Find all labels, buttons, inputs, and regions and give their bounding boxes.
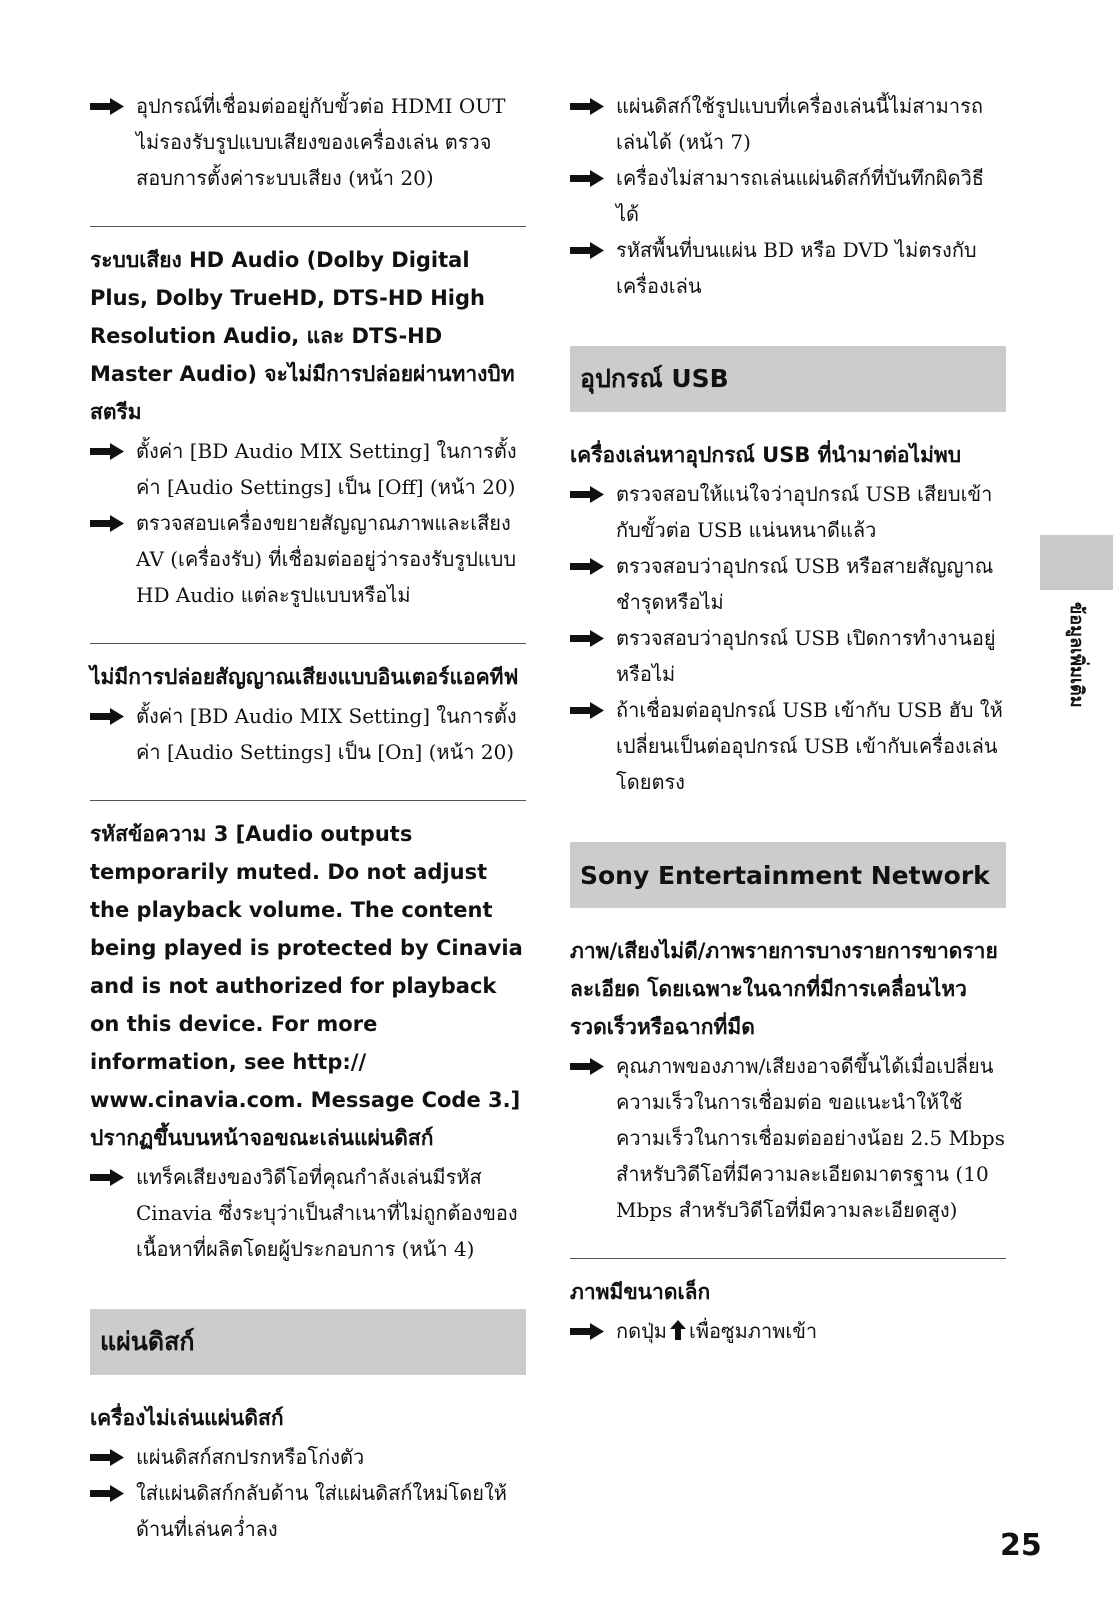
right-arrow-icon [90, 1449, 124, 1466]
list-item: ตรวจสอบให้แน่ใจว่าอุปกรณ์ USB เสียบเข้ากับขั้วต่อ USB แน่นหนาดีแล้ว [570, 476, 1006, 548]
divider [570, 1258, 1006, 1259]
section-heading: ภาพ/เสียงไม่ดี/ภาพรายการบางรายการขาดรายละเอียด โดยเฉพาะในฉากที่มีการเคลื่อนไหวรวดเร็วหรือฉากที่มืด [570, 939, 998, 1039]
list-item: ถ้าเชื่อมต่ออุปกรณ์ USB เข้ากับ USB ฮับ ให้เปลี่ยนเป็นต่ออุปกรณ์ USB เข้ากับเครื่องเล่นโดยตรง [570, 692, 1006, 800]
section-title-usb: อุปกรณ์ USB [570, 346, 1006, 412]
side-tab [1040, 535, 1113, 590]
section-heading: ภาพมีขนาดเล็ก [570, 1280, 711, 1304]
list-item: อุปกรณ์ที่เชื่อมต่ออยู่กับขั้วต่อ HDMI OUT ไม่รองรับรูปแบบเสียงของเครื่องเล่น ตรวจสอบการตั้งค่าระบบเสียง (หน้า 20) [90, 88, 526, 196]
divider [90, 226, 526, 227]
right-arrow-icon [570, 630, 604, 647]
list-item: รหัสพื้นที่บนแผ่น BD หรือ DVD ไม่ตรงกับเครื่องเล่น [570, 232, 1006, 304]
right-arrow-icon [570, 170, 604, 187]
list-item: ตรวจสอบว่าอุปกรณ์ USB เปิดการทำงานอยู่หรือไม่ [570, 620, 1006, 692]
left-column [90, 88, 526, 1547]
list-item: แผ่นดิสก์ใช้รูปแบบที่เครื่องเล่นนี้ไม่สามารถเล่นได้ (หน้า 7) [570, 88, 1006, 160]
right-arrow-icon [90, 515, 124, 532]
list-item: แผ่นดิสก์สกปรกหรือโก่งตัว [90, 1439, 526, 1475]
side-tab-label: ข้อมูลเพิ่มเติม [1066, 602, 1087, 708]
page-number: 25 [1000, 1528, 1042, 1563]
section-heading: ไม่มีการปล่อยสัญญาณเสียงแบบอินเตอร์แอคทีฟ [90, 665, 519, 689]
divider [90, 643, 526, 644]
list-item: ใส่แผ่นดิสก์กลับด้าน ใส่แผ่นดิสก์ใหม่โดยให้ด้านที่เล่นคว่ำลง [90, 1475, 526, 1547]
list-item: เครื่องไม่สามารถเล่นแผ่นดิสก์ที่บันทึกผิดวิธีได้ [570, 160, 1006, 232]
list-item: แทร็คเสียงของวิดีโอที่คุณกำลังเล่นมีรหัส Cinavia ซึ่งระบุว่าเป็นสำเนาที่ไม่ถูกต้องของเนื้อหาที่ผลิตโดยผู้ประกอบการ (หน้า 4) [90, 1159, 526, 1267]
right-arrow-icon [90, 1485, 124, 1502]
right-arrow-icon [570, 1058, 604, 1075]
divider [90, 800, 526, 801]
section-heading: รหัสข้อความ 3 [Audio outputs temporarily muted. Do not adjust the playback volume. The content being played is protected by Cinavia and is not authorized for playback on this device. For more information, see http:// www.cinavia.com. Message Code 3.] ปรากฏขึ้นบนหน้าจอขณะเล่นแผ่นดิสก์ [90, 822, 523, 1150]
up-arrow-icon [670, 1320, 686, 1340]
list-item: คุณภาพของภาพ/เสียงอาจดีขึ้นได้เมื่อเปลี่ยนความเร็วในการเชื่อมต่อ ขอแนะนำให้ใช้ความเร็วในการเชื่อมต่ออย่างน้อย 2.5 Mbps สำหรับวิดีโอที่มีความละเอียดมาตรฐาน (10 Mbps สำหรับวิดีโอที่มีความละเอียดสูง) [570, 1048, 1006, 1228]
section-title-disc: แผ่นดิสก์ [90, 1309, 526, 1375]
right-arrow-icon [570, 1323, 604, 1340]
section-heading: ระบบเสียง HD Audio (Dolby Digital Plus, Dolby TrueHD, DTS-HD High Resolution Audio, และ DTS-HD Master Audio) จะไม่มีการปล่อยผ่านทางบิทสตรีม [90, 248, 515, 424]
list-item: ตรวจสอบว่าอุปกรณ์ USB หรือสายสัญญาณชำรุดหรือไม่ [570, 548, 1006, 620]
right-arrow-icon [90, 708, 124, 725]
right-arrow-icon [90, 443, 124, 460]
right-arrow-icon [570, 486, 604, 503]
list-item: ตั้งค่า [BD Audio MIX Setting] ในการตั้งค่า [Audio Settings] เป็น [Off] (หน้า 20) [90, 433, 526, 505]
right-arrow-icon [570, 98, 604, 115]
section-heading: เครื่องไม่เล่นแผ่นดิสก์ [90, 1406, 284, 1430]
right-arrow-icon [90, 98, 124, 115]
section-title-sen: Sony Entertainment Network [570, 842, 1006, 908]
right-arrow-icon [570, 558, 604, 575]
right-arrow-icon [570, 242, 604, 259]
list-item: กดปุ่ม เพื่อซูมภาพเข้า [570, 1313, 1006, 1349]
right-column [570, 88, 1006, 1349]
right-arrow-icon [90, 1169, 124, 1186]
right-arrow-icon [570, 702, 604, 719]
section-heading: เครื่องเล่นหาอุปกรณ์ USB ที่นำมาต่อไม่พบ [570, 443, 962, 467]
list-item: ตั้งค่า [BD Audio MIX Setting] ในการตั้งค่า [Audio Settings] เป็น [On] (หน้า 20) [90, 698, 526, 770]
list-item: ตรวจสอบเครื่องขยายสัญญาณภาพและเสียง AV (เครื่องรับ) ที่เชื่อมต่ออยู่ว่ารองรับรูปแบบ HD Audio แต่ละรูปแบบหรือไม่ [90, 505, 526, 613]
